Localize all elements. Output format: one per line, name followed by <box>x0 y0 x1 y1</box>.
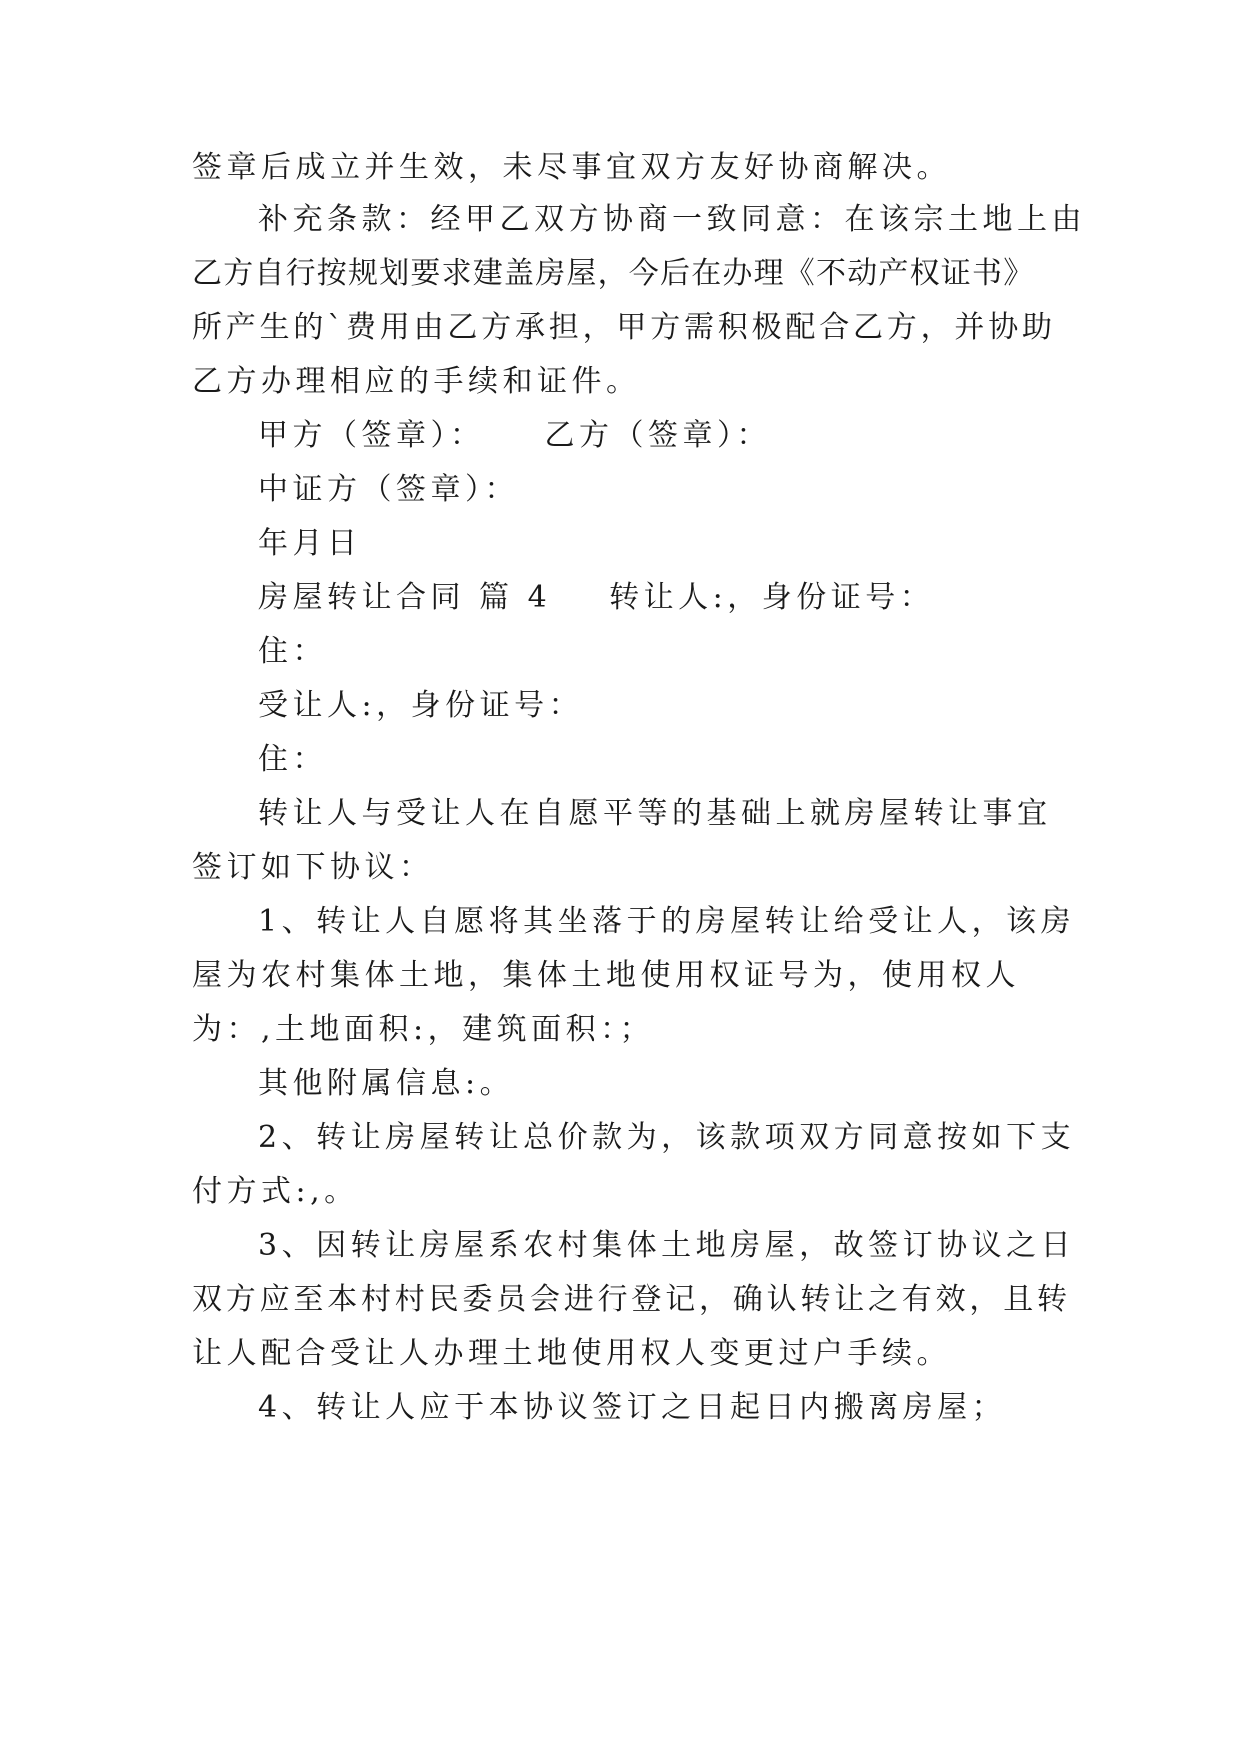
section-heading: 房屋转让合同 篇 4 <box>258 580 552 615</box>
text-line: 双方应至本村村民委员会进行登记，确认转让之有效，且转 <box>192 1282 1071 1317</box>
party-a-signature-label: 甲方（签章）： <box>258 418 485 453</box>
text-line: 屋为农村集体土地，集体土地使用权证号为，使用权人 <box>192 958 1020 993</box>
text-line: 签章后成立并生效，未尽事宜双方友好协商解决。 <box>192 150 951 185</box>
transferee-id-label: 受让人:，身份证号： <box>258 688 584 723</box>
transferor-id-label: 转让人:，身份证号： <box>609 580 935 615</box>
clause-2-line: 2、转让房屋转让总价款为，该款项双方同意按如下支 <box>258 1120 1076 1155</box>
text-line: 让人配合受让人办理土地使用权人变更过户手续。 <box>192 1336 951 1371</box>
transferee-address-label: 住： <box>258 742 327 777</box>
clause-1-line: 1、转让人自愿将其坐落于的房屋转让给受让人，该房 <box>258 904 1076 939</box>
text-line: 其他附属信息:。 <box>258 1066 515 1101</box>
clause-4-line: 4、转让人应于本协议签订之日起日内搬离房屋； <box>258 1390 1007 1425</box>
transferor-address-label: 住： <box>258 634 327 669</box>
text-line: 乙方自行按规划要求建盖房屋，今后在办理《不动产权证书》 <box>192 256 1035 291</box>
section-heading-line <box>258 580 934 616</box>
text-line: 补充条款：经甲乙双方协商一致同意：在该宗土地上由 <box>258 202 1086 237</box>
signature-line <box>258 418 771 454</box>
text-line: 乙方办理相应的手续和证件。 <box>192 364 641 399</box>
text-line: 所产生的`费用由乙方承担，甲方需积极配合乙方，并协助 <box>192 310 1056 345</box>
text-line: 转让人与受让人在自愿平等的基础上就房屋转让事宜 <box>258 796 1052 831</box>
text-line: 为：,土地面积:，建筑面积：； <box>192 1012 655 1047</box>
text-line: 付方式:,。 <box>192 1174 359 1209</box>
party-b-signature-label: 乙方（签章）： <box>544 418 771 453</box>
date-label: 年月日 <box>258 526 362 561</box>
witness-signature-label: 中证方（签章）： <box>258 472 519 507</box>
text-line: 签订如下协议： <box>192 850 434 885</box>
clause-3-line: 3、因转让房屋系农村集体土地房屋，故签订协议之日 <box>258 1228 1076 1263</box>
